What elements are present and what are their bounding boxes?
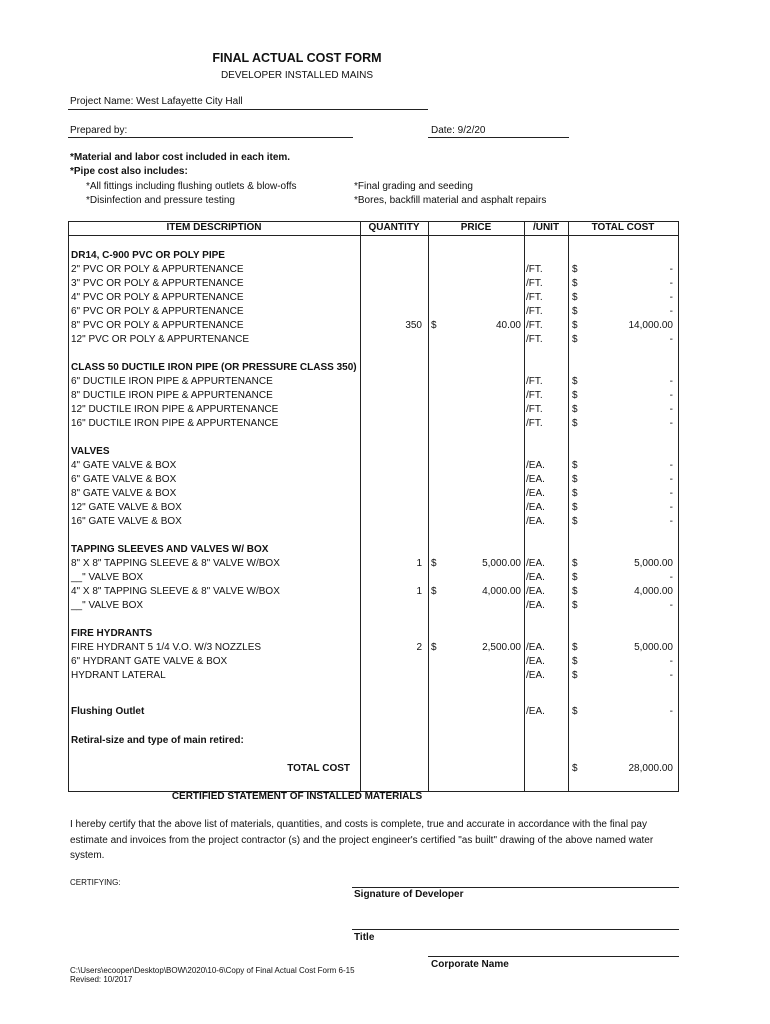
total-currency-cell[interactable]: $ — [572, 600, 578, 611]
total-cost-cell[interactable]: - — [669, 390, 673, 401]
item-description-cell: 3" PVC OR POLY & APPURTENANCE — [71, 278, 244, 289]
total-currency-cell[interactable]: $ — [572, 460, 578, 471]
total-cost-cell[interactable] — [578, 235, 673, 249]
unit-cell[interactable]: /EA. — [526, 502, 545, 513]
unit-cell[interactable]: /EA. — [526, 642, 545, 653]
header-item-description: ITEM DESCRIPTION — [166, 222, 262, 233]
total-cost-cell[interactable]: - — [669, 264, 673, 275]
total-currency-cell[interactable]: $ — [572, 572, 578, 583]
header-quantity: QUANTITY — [368, 222, 420, 233]
unit-cell[interactable]: /EA. — [526, 488, 545, 499]
total-cost-cell[interactable]: - — [669, 502, 673, 513]
total-cost-cell[interactable]: - — [669, 474, 673, 485]
item-description-cell: 6" DUCTILE IRON PIPE & APPURTENANCE — [71, 376, 273, 387]
note-bores: *Bores, backfill material and asphalt repairs — [354, 195, 547, 206]
item-description-cell: __" VALVE BOX — [71, 572, 144, 583]
unit-cell[interactable]: /EA. — [526, 572, 545, 583]
unit-cell[interactable]: /EA. — [526, 670, 545, 681]
form-subtitle: DEVELOPER INSTALLED MAINS — [220, 70, 374, 81]
unit-cell[interactable]: /FT. — [526, 376, 543, 387]
total-cost-cell[interactable]: - — [669, 418, 673, 429]
item-description-cell: 16" GATE VALVE & BOX — [71, 516, 182, 527]
total-currency-cell[interactable]: $ — [572, 376, 578, 387]
note-pipe-cost: *Pipe cost also includes: — [70, 166, 188, 177]
price-currency-cell[interactable]: $ — [431, 642, 437, 653]
note-material-labor: *Material and labor cost included in each item. — [70, 152, 291, 163]
unit-cell[interactable]: /FT. — [526, 390, 543, 401]
total-currency-cell[interactable]: $ — [572, 390, 578, 401]
total-cost-cell[interactable]: - — [669, 670, 673, 681]
total-currency-cell[interactable]: $ — [572, 706, 578, 717]
unit-cell[interactable]: /EA. — [526, 558, 545, 569]
total-currency-cell[interactable]: $ — [572, 656, 578, 667]
project-name-field[interactable]: Project Name: West Lafayette City Hall — [70, 96, 243, 107]
item-description-cell: 6" PVC OR POLY & APPURTENANCE — [71, 306, 244, 317]
quantity-cell[interactable]: 1 — [416, 586, 422, 597]
price-currency-cell[interactable]: $ — [431, 558, 437, 569]
total-cost-currency: $ — [572, 763, 578, 774]
total-cost-cell[interactable]: - — [669, 404, 673, 415]
total-currency-cell[interactable]: $ — [572, 558, 578, 569]
unit-cell[interactable]: /EA. — [526, 586, 545, 597]
unit-cell[interactable]: /EA. — [526, 706, 545, 717]
total-cost-label: TOTAL COST — [287, 763, 350, 774]
certification-text: I hereby certify that the above list of materials, quantities, and costs is complete, true and accurate in accordance with the final pay estimate and invoices from the project contractor (s) and the project engineer's certified "as built" drawing of the above named water system. — [70, 819, 654, 861]
unit-cell[interactable]: /EA. — [526, 600, 545, 611]
total-cost-cell[interactable]: 5,000.00 — [634, 642, 673, 653]
total-currency-cell[interactable]: $ — [572, 334, 578, 345]
item-description-cell: 6" HYDRANT GATE VALVE & BOX — [71, 656, 228, 667]
total-currency-cell[interactable]: $ — [572, 502, 578, 513]
quantity-cell[interactable] — [360, 235, 422, 249]
total-cost-cell[interactable]: - — [669, 306, 673, 317]
item-description-cell: __" VALVE BOX — [71, 600, 144, 611]
price-cell[interactable]: 40.00 — [495, 320, 521, 331]
price-cell[interactable] — [438, 235, 521, 249]
total-currency-cell[interactable]: $ — [572, 320, 578, 331]
unit-cell[interactable]: /FT. — [526, 404, 543, 415]
date-field[interactable]: Date: 9/2/20 — [431, 125, 486, 136]
total-currency-cell[interactable]: $ — [572, 488, 578, 499]
total-cost-cell[interactable]: - — [669, 706, 673, 717]
item-description-cell: 16" DUCTILE IRON PIPE & APPURTENANCE — [71, 418, 279, 429]
total-cost-cell[interactable]: - — [669, 488, 673, 499]
unit-cell[interactable]: /FT. — [526, 320, 543, 331]
corporate-name-label: Corporate Name — [431, 959, 509, 970]
item-description-cell: TAPPING SLEEVES AND VALVES W/ BOX — [71, 544, 269, 555]
item-description-cell: 4" X 8" TAPPING SLEEVE & 8" VALVE W/BOX — [71, 586, 280, 597]
total-cost-cell[interactable]: - — [669, 334, 673, 345]
item-description-cell: 12" DUCTILE IRON PIPE & APPURTENANCE — [71, 404, 279, 415]
price-currency-cell[interactable]: $ — [431, 320, 437, 331]
total-cost-value: 28,000.00 — [628, 763, 673, 774]
title-line[interactable] — [352, 929, 679, 930]
total-currency-cell[interactable]: $ — [572, 474, 578, 485]
certifying-label: CERTIFYING: — [70, 878, 121, 887]
date-line — [428, 137, 569, 138]
item-description-cell: FIRE HYDRANT 5 1/4 V.O. W/3 NOZZLES — [71, 642, 262, 653]
total-cost-cell[interactable]: 4,000.00 — [634, 586, 673, 597]
total-currency-cell[interactable]: $ — [572, 306, 578, 317]
header-unit: /UNIT — [532, 222, 560, 233]
unit-cell[interactable]: /EA. — [526, 474, 545, 485]
item-description-cell: HYDRANT LATERAL — [71, 670, 166, 681]
total-currency-cell[interactable]: $ — [572, 642, 578, 653]
item-description-cell: 4" PVC OR POLY & APPURTENANCE — [71, 292, 244, 303]
certified-statement-title: CERTIFIED STATEMENT OF INSTALLED MATERIALS — [171, 791, 423, 802]
total-cost-cell[interactable]: - — [669, 292, 673, 303]
item-description-cell: Retiral-size and type of main retired: — [71, 735, 244, 746]
unit-cell[interactable]: /FT. — [526, 264, 543, 275]
item-description-cell: 8" PVC OR POLY & APPURTENANCE — [71, 320, 244, 331]
total-cost-cell[interactable]: - — [669, 460, 673, 471]
quantity-cell[interactable]: 1 — [416, 558, 422, 569]
col-border-qty — [360, 221, 361, 791]
total-currency-cell[interactable]: $ — [572, 586, 578, 597]
prepared-by-field[interactable]: Prepared by: — [70, 125, 128, 136]
prepared-by-line — [68, 137, 353, 138]
item-description-cell: DR14, C-900 PVC OR POLY PIPE — [71, 250, 225, 261]
price-cell[interactable]: 4,000.00 — [482, 586, 521, 597]
total-cost-cell[interactable]: 14,000.00 — [628, 320, 673, 331]
total-cost-cell[interactable]: - — [669, 572, 673, 583]
project-name-line — [68, 109, 428, 110]
price-cell[interactable]: 5,000.00 — [482, 558, 521, 569]
item-description-cell: 12" PVC OR POLY & APPURTENANCE — [71, 334, 250, 345]
unit-cell[interactable]: /FT. — [526, 278, 543, 289]
total-currency-cell[interactable]: $ — [572, 292, 578, 303]
item-description-cell: VALVES — [71, 446, 110, 457]
item-description-cell: 4" GATE VALVE & BOX — [71, 460, 177, 471]
item-description-cell: 2" PVC OR POLY & APPURTENANCE — [71, 264, 244, 275]
total-currency-cell[interactable]: $ — [572, 516, 578, 527]
unit-cell[interactable]: /FT. — [526, 334, 543, 345]
col-border-unit — [524, 221, 525, 791]
total-cost-cell[interactable]: - — [669, 278, 673, 289]
title-label: Title — [354, 932, 375, 943]
signature-developer-label: Signature of Developer — [354, 889, 464, 900]
header-total-cost: TOTAL COST — [591, 222, 655, 233]
form-title: FINAL ACTUAL COST FORM — [212, 51, 382, 65]
item-description-cell: Flushing Outlet — [71, 706, 145, 717]
item-description-cell: 6" GATE VALVE & BOX — [71, 474, 177, 485]
total-cost-cell[interactable]: - — [669, 516, 673, 527]
note-fittings: *All fittings including flushing outlets & blow-offs — [86, 181, 297, 192]
total-cost-cell[interactable]: - — [669, 656, 673, 667]
item-description-cell: 8" DUCTILE IRON PIPE & APPURTENANCE — [71, 390, 273, 401]
unit-cell[interactable]: /EA. — [526, 656, 545, 667]
price-cell[interactable]: 2,500.00 — [482, 642, 521, 653]
col-border-price — [428, 221, 429, 791]
note-grading: *Final grading and seeding — [354, 181, 473, 192]
corporate-name-line[interactable] — [428, 956, 679, 957]
header-price: PRICE — [460, 222, 492, 233]
item-description-cell: CLASS 50 DUCTILE IRON PIPE (OR PRESSURE CLASS 350) — [71, 362, 357, 373]
quantity-cell[interactable]: 350 — [405, 320, 422, 331]
quantity-cell[interactable]: 2 — [416, 642, 422, 653]
note-disinfection: *Disinfection and pressure testing — [86, 195, 235, 206]
total-cost-cell[interactable]: - — [669, 600, 673, 611]
item-description-cell: FIRE HYDRANTS — [71, 628, 153, 639]
col-border-total — [568, 221, 569, 791]
unit-cell[interactable]: /EA. — [526, 460, 545, 471]
col-border-left — [68, 221, 69, 791]
col-border-right — [678, 221, 679, 791]
total-cost-cell[interactable]: 5,000.00 — [634, 558, 673, 569]
total-currency-cell[interactable]: $ — [572, 264, 578, 275]
cost-table — [68, 221, 679, 791]
unit-cell[interactable]: /EA. — [526, 516, 545, 527]
total-currency-cell[interactable]: $ — [572, 278, 578, 289]
price-currency-cell[interactable]: $ — [431, 586, 437, 597]
unit-cell[interactable]: /FT. — [526, 418, 543, 429]
total-currency-cell[interactable]: $ — [572, 670, 578, 681]
total-cost-cell[interactable]: - — [669, 376, 673, 387]
unit-cell[interactable]: /FT. — [526, 292, 543, 303]
file-path-footer: C:\Users\ecooper\Desktop\BOW\2020\10-6\Copy of Final Actual Cost Form 6-15 — [70, 966, 355, 975]
unit-cell[interactable]: /FT. — [526, 306, 543, 317]
total-currency-cell[interactable]: $ — [572, 404, 578, 415]
item-description-cell: 8" GATE VALVE & BOX — [71, 488, 177, 499]
revised-date-footer: Revised: 10/2017 — [70, 975, 133, 984]
total-currency-cell[interactable]: $ — [572, 418, 578, 429]
signature-line[interactable] — [352, 887, 679, 888]
item-description-cell: 12" GATE VALVE & BOX — [71, 502, 182, 513]
item-description-cell: 8" X 8" TAPPING SLEEVE & 8" VALVE W/BOX — [71, 558, 280, 569]
